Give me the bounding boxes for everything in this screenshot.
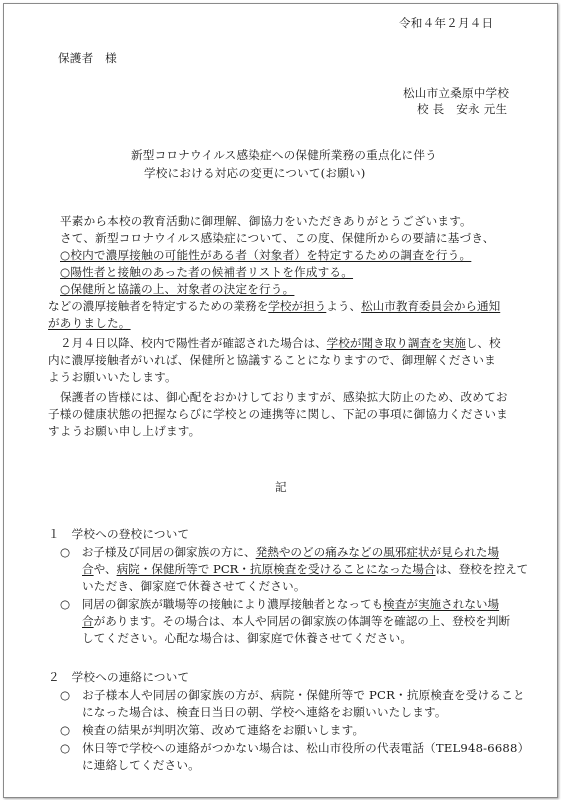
ki-heading: 記 [275,480,287,494]
document-date: 令和４年２月４日 [399,16,494,30]
underlined-board-notice: 松山市教育委員会から通知 [361,299,501,313]
section1-item2-line1 [60,597,499,612]
s1i1-tail: は、登校を控えて [435,562,529,576]
s1i2-text: ○ 同居の御家族が職場等の接触により濃厚接触者となっても [60,597,384,611]
para3-line-2: 子様の健康状態の把握ならびに学校との連携等に関し、下記の事項に御協力くださいま [48,407,508,421]
para2-line-1 [60,336,501,351]
document-title-line2: 学校における対応の変更について(お願い) [144,166,366,180]
underlined-cold-symptoms: 発熱やのどの痛みなどの風邪症状が見られた場 [255,545,500,559]
para2-line-2: 内に濃厚接触者がいれば、保健所と協議することになりますので、御理解くださいま [48,353,496,367]
section1-item2-line3: してください。心配な場合は、御家庭で休養させてください。 [82,631,413,645]
para2-line-1-tail: し、校 [465,336,501,350]
document-page [3,3,558,798]
section2-item2: ○ 検査の結果が判明次第、改めて連絡をお願いします。 [60,723,365,737]
intro-line-1: 平素から本校の教育活動に御理解、御協力をいただきありがとうございます。 [60,214,472,228]
addressee: 保護者 様 [58,51,117,65]
underlined-school-responsible: 学校が担う [268,299,327,313]
intro-line-7: がありました。 [48,316,131,330]
section2-item1-line2: になった場合は、検査日当日の朝、学校へ連絡をお願いいたします。 [82,705,447,719]
s1i1-text: ○ お子様及び同居の御家族の方に、 [60,545,256,559]
section1-heading: １ 学校への登校について [48,527,190,541]
section1-item1-line3: いただき、御家庭で休養させてください。 [82,579,306,593]
s1i1-joiner: や、 [93,562,117,576]
section2-item3-line2: に連絡してください。 [82,758,200,772]
request-item-3: ○保健所と協議の上、対象者の決定を行う。 [60,282,295,296]
section1-item2-line2 [82,614,510,629]
section1-item1-line1 [60,545,499,560]
underlined-case-2: 合 [82,614,94,628]
para3-line-1: 保護者の皆様には、御心配をおかけしておりますが、感染拡大防止のため、改めてお [60,390,508,404]
underlined-case: 合 [82,562,94,576]
intro-line-2: さて、新型コロナウイルス感染症について、この度、保健所からの要請に基づき、 [60,231,495,245]
request-item-1: ○校内で濃厚接触の可能性がある者（対象者）を特定するための調査を行う。 [60,248,472,262]
s1i2-tail: があります。その場合は、本人や同居の御家族の体調等を確認の上、登校を判断 [93,614,511,628]
intro-line-6 [48,299,500,314]
intro-line-6-text: などの濃厚接触者を特定するための業務を [48,299,269,313]
para2-line-3: ようお願いいたします。 [48,370,177,384]
principal-name: 校 長 安永 元生 [417,102,508,116]
underlined-no-test: 検査が実施されない場 [383,597,500,611]
underlined-pcr-test: 病院・保健所等で PCR・抗原検査を受けることになった場合 [116,562,436,576]
para3-line-3: すようお願い申し上げます。 [48,424,201,438]
section2-item3-line1: ○ 休日等で学校への連絡がつかない場合は、松山市役所の代表電話（TEL948-6688） [60,741,530,755]
document-title-line1: 新型コロナウイルス感染症への保健所業務の重点化に伴う [131,148,437,162]
school-name: 松山市立桑原中学校 [403,86,510,100]
section1-item1-line2 [82,562,528,577]
section2-heading: ２ 学校への連絡について [48,670,190,684]
intro-line-6-joiner: よう、 [326,299,362,313]
section2-item1-line1: ○ お子様本人や同居の御家族の方が、病院・保健所等で PCR・抗原検査を受けること [60,688,525,702]
para2-line-1-text: ２月４日以降、校内で陽性者が確認された場合は、 [60,336,327,350]
request-item-2: ○陽性者と接触のあった者の候補者リストを作成する。 [60,265,354,279]
underlined-school-survey: 学校が聞き取り調査を実施 [326,336,466,350]
